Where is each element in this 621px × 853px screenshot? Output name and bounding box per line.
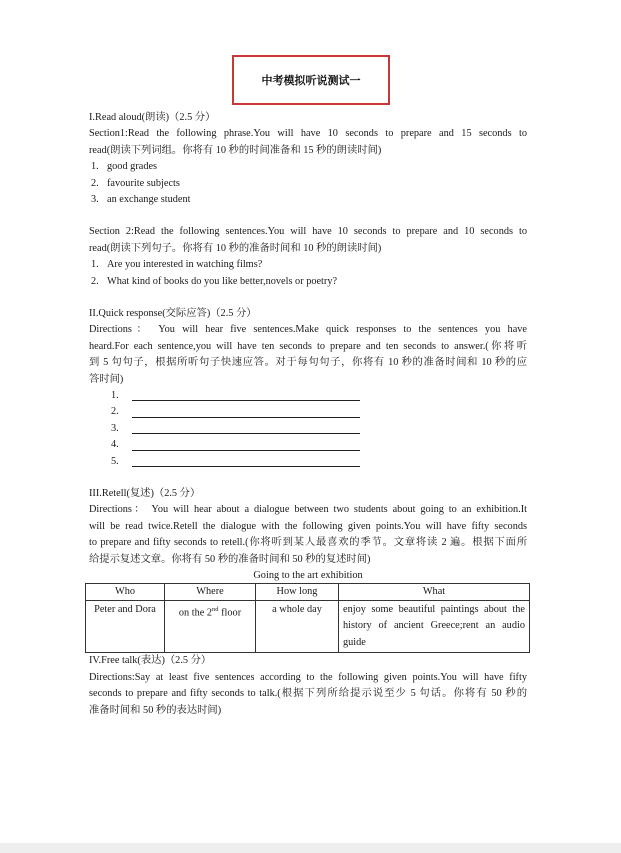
- table-caption: Going to the art exhibition: [253, 570, 363, 582]
- list-item: [89, 159, 527, 175]
- list-item-text: favourite subjects: [107, 177, 180, 189]
- section-3-line: Directions： You will hear about a dialogue between two students about going to an exhibition.It: [89, 504, 527, 516]
- spacer: [89, 470, 527, 486]
- answer-blank-line[interactable]: [132, 407, 360, 418]
- answer-blank-line[interactable]: [132, 390, 360, 401]
- answer-blank-line[interactable]: [132, 456, 360, 467]
- table-cell-what: [339, 601, 530, 653]
- table-header-cell: How long: [256, 584, 339, 601]
- answer-blank-line[interactable]: [132, 423, 360, 434]
- section-3-heading: III.Retell(复述)（2.5 分）: [89, 488, 201, 500]
- list-item: [89, 192, 527, 208]
- list-item-text: What kind of books do you like better,novels or poetry?: [107, 275, 338, 287]
- list-item-text: good grades: [107, 161, 158, 173]
- answer-blank-line[interactable]: [132, 440, 360, 451]
- answer-blank-number: 3.: [111, 422, 119, 434]
- table-cell-where: [165, 601, 256, 653]
- section-3-line: to prepare and fifty seconds to retell.(你将听到某人最喜欢的季节。文章将读 2 遍。根据下面所: [89, 537, 527, 549]
- document-body: [89, 110, 527, 719]
- section-2-line: heard.For each sentence,you will have ten seconds to prepare and ten seconds to answer.(你将听: [89, 340, 527, 352]
- answer-blank[interactable]: [89, 404, 527, 420]
- list-item-text: Are you interested in watching films?: [107, 259, 263, 271]
- what-line: enjoy some beautiful paintings about the: [343, 604, 525, 616]
- section-1-part2-line: Section 2:Read the following sentences.You will have 10 seconds to prepare and 10 seconds to: [89, 226, 527, 238]
- section-4-line: 准备时间和 50 秒的表达时间): [89, 704, 222, 716]
- answer-blank[interactable]: [89, 388, 527, 404]
- viewer-bottom-bar: [0, 843, 621, 853]
- answer-blank[interactable]: [89, 437, 527, 453]
- section-3-line: will be read twice.Retell the dialogue with the following given points.You will have fifty seconds: [89, 520, 527, 532]
- what-line: guide: [343, 636, 366, 648]
- list-item-number: 2.: [91, 177, 99, 189]
- list-item: [89, 257, 527, 273]
- section-1-part2-line: read(朗读下列句子。你将有 10 秒的准备时间和 10 秒的朗读时间): [89, 242, 382, 254]
- list-item-text: an exchange student: [107, 194, 191, 206]
- where-ordinal: nd: [212, 606, 219, 614]
- where-text: on the 2: [178, 607, 213, 619]
- section-2-line: 答时间): [89, 373, 124, 385]
- list-item-number: 1.: [91, 259, 99, 271]
- table-cell-who: Peter and Dora: [86, 601, 165, 653]
- where-text-end: floor: [218, 607, 242, 619]
- page-title: 中考模拟听说测试一: [232, 55, 390, 105]
- section-1-part1-line: Section1:Read the following phrase.You will have 10 seconds to prepare and 15 seconds to: [89, 128, 527, 140]
- answer-blank-number: 5.: [111, 455, 119, 467]
- section-2-line: 到 5 句句子，根据所听句子快速应答。对于每句句子，你将有 10 秒的准备时间和 10 秒的应: [89, 357, 527, 369]
- answer-blank[interactable]: [89, 421, 527, 437]
- section-3-line: 给提示复述文章。你将有 50 秒的准备时间和 50 秒的复述时间): [89, 553, 371, 565]
- list-item-number: 1.: [91, 161, 99, 173]
- list-item: [89, 274, 527, 290]
- list-item-number: 3.: [91, 194, 99, 206]
- table-header-cell: What: [339, 584, 530, 601]
- section-1-heading: I.Read aloud(朗读)（2.5 分）: [89, 112, 216, 123]
- retell-table: [85, 583, 530, 653]
- section-2-line: Directions： You will hear five sentences.Make quick responses to the sentences you have: [89, 324, 527, 336]
- table-header-cell: Who: [86, 584, 165, 601]
- answer-blank-number: 1.: [111, 390, 119, 402]
- table-row: [86, 601, 530, 653]
- section-4-line: Directions:Say at least five sentences according to the following given points.You will have fifty: [89, 671, 527, 683]
- section-2-heading: II.Quick response(交际应答)（2.5 分）: [89, 308, 257, 320]
- spacer: [89, 290, 527, 306]
- answer-blank-number: 4.: [111, 439, 119, 451]
- answer-blank-number: 2.: [111, 406, 119, 418]
- section-1-part1-line: read(朗读下列词组。你将有 10 秒的时间准备和 15 秒的朗读时间): [89, 144, 382, 156]
- section-4-heading: IV.Free talk(表达)（2.5 分）: [89, 655, 212, 667]
- section-4-line: seconds to prepare and fifty seconds to talk.(根据下列所给提示说至少 5 句话。你将有 50 秒的: [89, 688, 527, 700]
- table-header-row: [86, 584, 530, 601]
- answer-blank[interactable]: [89, 454, 527, 470]
- what-line: history of ancient Greece;rent an audio: [343, 620, 525, 632]
- spacer: [89, 208, 527, 224]
- table-header-cell: Where: [165, 584, 256, 601]
- list-item-number: 2.: [91, 275, 99, 287]
- table-cell-how-long: a whole day: [256, 601, 339, 653]
- list-item: [89, 176, 527, 192]
